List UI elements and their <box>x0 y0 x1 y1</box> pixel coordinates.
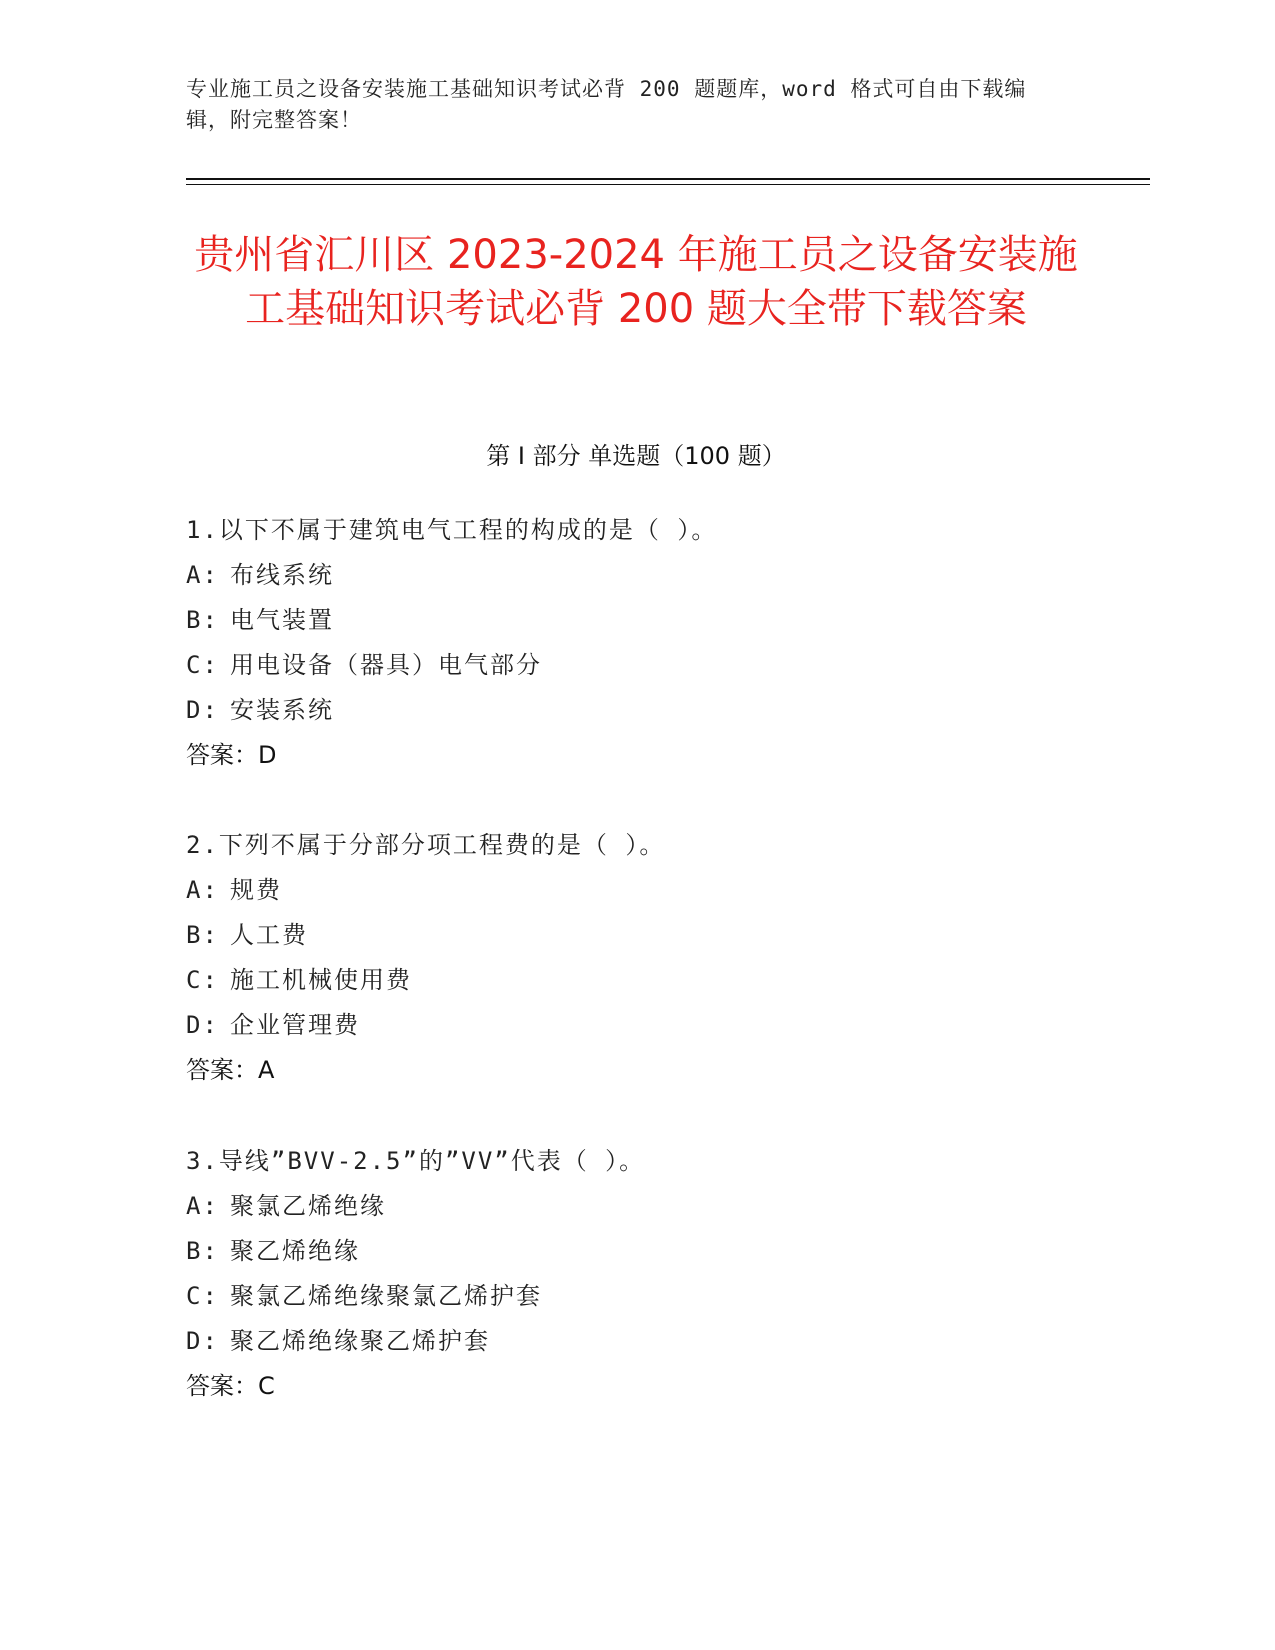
question-1 <box>186 508 1086 778</box>
header-divider-thick <box>186 178 1150 180</box>
option-text: 用电设备（器具）电气部分 <box>230 651 542 679</box>
question-2 <box>186 823 1086 1093</box>
option-c <box>186 958 1086 1003</box>
option-text: 聚氯乙烯绝缘聚氯乙烯护套 <box>230 1282 542 1310</box>
answer-line: 答案：A <box>186 1056 275 1084</box>
option-b <box>186 598 1086 643</box>
option-text: 企业管理费 <box>230 1011 360 1039</box>
question-3 <box>186 1139 1086 1409</box>
option-text: 人工费 <box>230 921 308 949</box>
option-c <box>186 643 1086 688</box>
option-letter: D: <box>186 1011 219 1039</box>
header-divider-thin <box>186 184 1150 185</box>
option-text: 安装系统 <box>230 696 334 724</box>
option-a <box>186 553 1086 598</box>
option-text: 施工机械使用费 <box>230 966 412 994</box>
answer-line: 答案：C <box>186 1372 275 1400</box>
option-letter: D: <box>186 1327 219 1355</box>
question-stem: 2.下列不属于分部分项工程费的是（ ）。 <box>186 831 666 859</box>
section-heading: 第 I 部分 单选题（100 题） <box>486 442 786 470</box>
option-text: 聚氯乙烯绝缘 <box>230 1192 386 1220</box>
option-d <box>186 1319 1086 1364</box>
document-title: 贵州省汇川区 2023-2024 年施工员之设备安装施工基础知识考试必背 200 题大全带下载答案 <box>194 232 1078 332</box>
option-letter: C: <box>186 1282 219 1310</box>
option-letter: C: <box>186 651 219 679</box>
answer-line: 答案：D <box>186 741 277 769</box>
option-b <box>186 1229 1086 1274</box>
option-letter: B: <box>186 1237 219 1265</box>
option-c <box>186 1274 1086 1319</box>
option-letter: A: <box>186 876 219 904</box>
option-text: 规费 <box>230 876 282 904</box>
option-letter: A: <box>186 561 219 589</box>
option-a <box>186 1184 1086 1229</box>
option-b <box>186 913 1086 958</box>
option-letter: B: <box>186 606 219 634</box>
option-text: 聚乙烯绝缘 <box>230 1237 360 1265</box>
option-a <box>186 868 1086 913</box>
question-stem: 3.导线”BVV-2.5”的”VV”代表（ ）。 <box>186 1147 646 1175</box>
option-letter: D: <box>186 696 219 724</box>
header-note: 专业施工员之设备安装施工基础知识考试必背 200 题题库，word 格式可自由下载编辑，附完整答案！ <box>186 77 1027 132</box>
option-letter: A: <box>186 1192 219 1220</box>
question-stem: 1.以下不属于建筑电气工程的构成的是（ ）。 <box>186 516 718 544</box>
option-d <box>186 688 1086 733</box>
option-text: 电气装置 <box>230 606 334 634</box>
option-letter: B: <box>186 921 219 949</box>
option-text: 聚乙烯绝缘聚乙烯护套 <box>230 1327 490 1355</box>
option-text: 布线系统 <box>230 561 334 589</box>
option-letter: C: <box>186 966 219 994</box>
option-d <box>186 1003 1086 1048</box>
